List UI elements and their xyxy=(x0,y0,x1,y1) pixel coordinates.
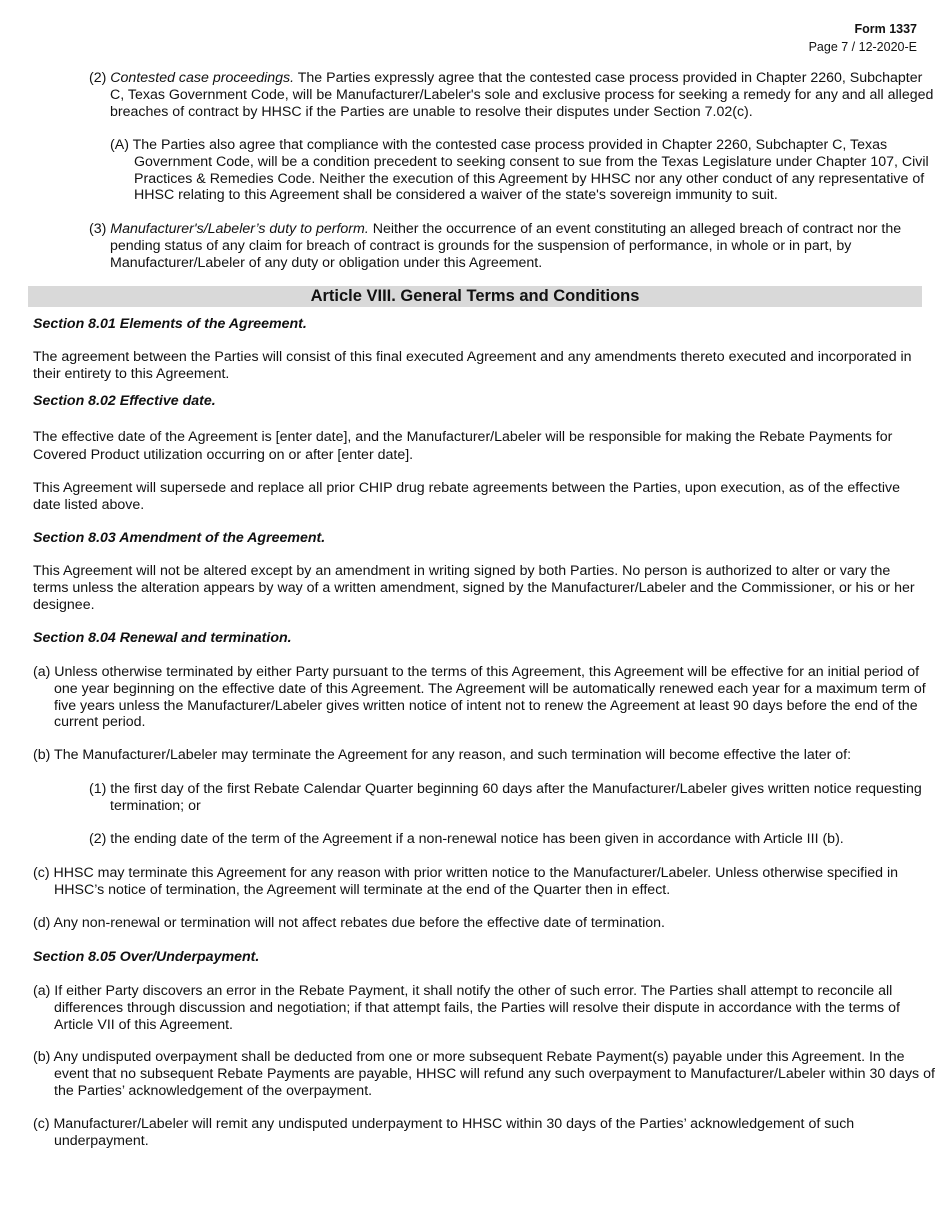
clause-label: (2) xyxy=(89,70,107,86)
section-8-05-item-c: (c) Manufacturer/Labeler will remit any undisputed underpayment to HHSC within 30 days of the Parties’ acknowledgement of such underpayment. xyxy=(33,1116,855,1149)
page-header xyxy=(809,20,917,56)
section-8-02-text-1: The effective date of the Agreement is [enter date], and the Manufacturer/Labeler will be responsible for making the Rebate Payments for Covered Product utilization occurring on or after [enter date]. xyxy=(33,429,893,463)
section-8-02-text-2: This Agreement will supersede and replace all prior CHIP drug rebate agreements between the Parties, upon execution, as of the effective date listed above. xyxy=(33,480,900,513)
section-8-03-text: This Agreement will not be altered except by an amendment in writing signed by both Parties. No person is authorized to alter or vary the terms unless the alteration appears by way of a written amendment, signed by the Manufacturer/Labeler and the Commissioner, or his or her designee. xyxy=(33,563,915,613)
section-8-04-item-a: (a) Unless otherwise terminated by either Party pursuant to the terms of this Agreement, this Agreement will be effective for an initial period of one year beginning on the effective date of this Agreement. The Agreement will be automatically renewed each year for a maximum term of five years unless the Manufacturer/Labeler gives written notice of intent not to renew the Agreement at least 90 days before the end of the current period. xyxy=(33,664,926,731)
section-8-03-heading: Section 8.03 Amendment of the Agreement. xyxy=(33,530,326,546)
clause-text: The Parties expressly agree that the contested case process provided in Chapter 2260, Subchapter C, Texas Government Code, will be Manufacturer/Labeler's sole and exclusive process for seeking a remedy for any and all alleged breaches of contract by HHSC if the Parties are unable to resolve their disputes under Section 7.02(c). xyxy=(110,70,934,120)
clause-3-duty-to-perform xyxy=(89,221,922,271)
clause-2-contested-case xyxy=(89,70,938,120)
section-8-01-text: The agreement between the Parties will consist of this final executed Agreement and any amendments thereto executed and incorporated in their entirety to this Agreement. xyxy=(33,349,912,382)
clause-title: Manufacturer's/Labeler’s duty to perform. xyxy=(110,221,369,237)
form-number: Form 1337 xyxy=(854,22,917,36)
section-8-01-heading: Section 8.01 Elements of the Agreement. xyxy=(33,316,307,332)
section-8-04-item-b2: (2) the ending date of the term of the Agreement if a non-renewal notice has been given in accordance with Article III (b). xyxy=(89,831,844,847)
clause-text: Neither the occurrence of an event constituting an alleged breach of contract nor the pending status of any claim for breach of contract is grounds for the suspension of performance, in whole or in part, by Manufacturer/Labeler of any duty or obligation under this Agreement. xyxy=(110,221,902,271)
section-8-04-item-b1: (1) the first day of the first Rebate Calendar Quarter beginning 60 days after the Manufacturer/Labeler gives written notice requesting termination; or xyxy=(89,781,922,814)
section-8-04-heading: Section 8.04 Renewal and termination. xyxy=(33,630,292,646)
clause-title: Contested case proceedings. xyxy=(110,70,295,86)
section-8-04-item-b: (b) The Manufacturer/Labeler may terminate the Agreement for any reason, and such termination will become effective the later of: xyxy=(33,747,852,763)
section-8-02-heading: Section 8.02 Effective date. xyxy=(33,393,216,409)
section-8-05-item-a: (a) If either Party discovers an error in the Rebate Payment, it shall notify the other of such error. The Parties shall attempt to reconcile all differences through discussion and negotiation; if that attempt fails, the Parties will resolve their dispute in accordance with the terms of Article VII of this Agreement. xyxy=(33,983,900,1033)
section-8-05-heading: Section 8.05 Over/Underpayment. xyxy=(33,949,260,965)
article-heading: Article VIII. General Terms and Conditions xyxy=(28,286,922,307)
section-8-04-item-d: (d) Any non-renewal or termination will not affect rebates due before the effective date of termination. xyxy=(33,915,665,931)
clause-A-precondition: (A) The Parties also agree that compliance with the contested case process provided in Chapter 2260, Subchapter C, Texas Government Code, will be a condition precedent to seeking consent to sue from the Texas Legislature under Chapter 107, Civil Practices & Remedies Code. Neither the execution of this Agreement by HHSC nor any other conduct of any representative of HHSC relating to this Agreement shall be considered a waiver of the state's sovereign immunity to suit. xyxy=(110,137,929,204)
section-8-04-item-c: (c) HHSC may terminate this Agreement for any reason with prior written notice to the Manufacturer/Labeler. Unless otherwise specified in HHSC’s notice of termination, the Agreement will terminate at the end of the Quarter then in effect. xyxy=(33,865,899,898)
clause-label: (3) xyxy=(89,221,107,237)
section-8-05-item-b: (b) Any undisputed overpayment shall be deducted from one or more subsequent Rebate Payment(s) payable under this Agreement. In the event that no subsequent Rebate Payments are payable, HHSC will refund any such overpayment to Manufacturer/Labeler within 30 days of the Parties’ acknowledgement of the overpayment. xyxy=(33,1049,935,1099)
page-number: Page 7 / 12-2020-E xyxy=(808,40,917,54)
